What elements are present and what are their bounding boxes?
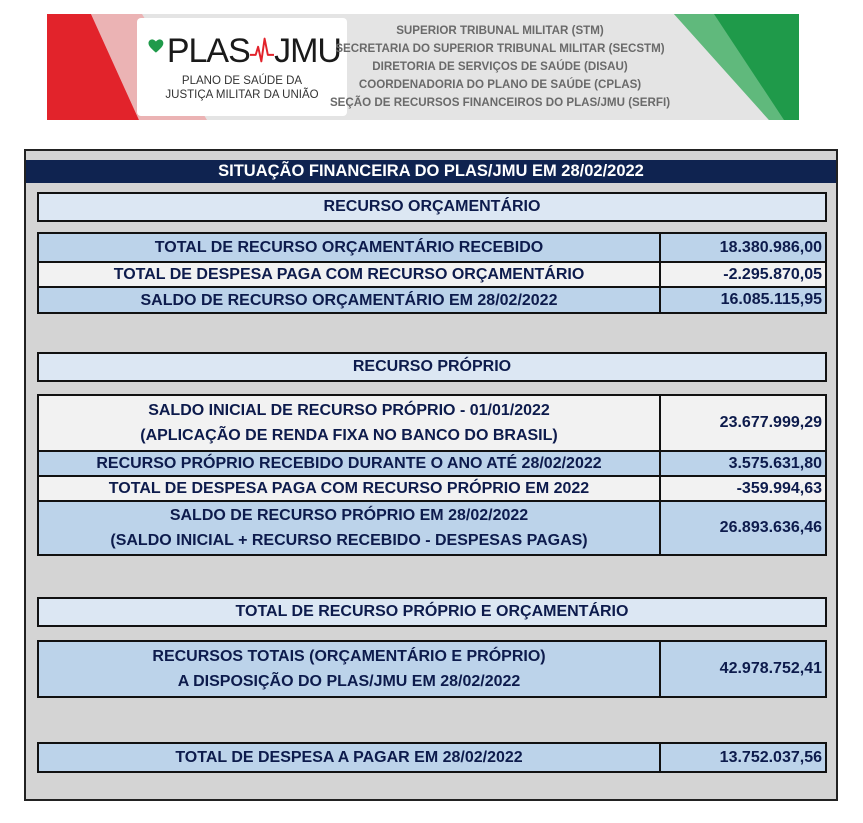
org-line: DIRETORIA DE SERVIÇOS DE SAÚDE (DISAU) xyxy=(372,60,628,73)
row-label: TOTAL DE DESPESA PAGA COM RECURSO PRÓPRIO EM 2022 xyxy=(39,477,659,500)
row-value: 13.752.037,56 xyxy=(659,744,825,771)
row-label xyxy=(39,396,659,450)
row-label xyxy=(39,502,659,554)
logo-wordmark: PLAS JMU xyxy=(147,24,341,68)
row-label xyxy=(39,642,659,696)
financial-report-panel xyxy=(24,149,838,801)
table-row xyxy=(39,286,825,312)
row-label: TOTAL DE DESPESA A PAGAR EM 28/02/2022 xyxy=(39,744,659,771)
table-row xyxy=(39,744,825,771)
total-table xyxy=(37,640,827,698)
org-line: SECRETARIA DO SUPERIOR TRIBUNAL MILITAR (SECSTM) xyxy=(335,42,665,55)
section-heading-total: TOTAL DE RECURSO PRÓPRIO E ORÇAMENTÁRIO xyxy=(37,597,827,627)
row-label-line-2: (APLICAÇÃO DE RENDA FIXA NO BANCO DO BRASIL) xyxy=(140,427,558,444)
row-label: TOTAL DE DESPESA PAGA COM RECURSO ORÇAMENTÁRIO xyxy=(39,263,659,286)
logo-subtitle-line-2: JUSTIÇA MILITAR DA UNIÃO xyxy=(165,89,319,101)
row-label-line-1: SALDO DE RECURSO PRÓPRIO EM 28/02/2022 xyxy=(169,507,529,524)
row-label-line-1: SALDO INICIAL DE RECURSO PRÓPRIO - 01/01/2022 xyxy=(148,402,550,419)
row-label-line-1: RECURSOS TOTAIS (ORÇAMENTÁRIO E PRÓPRIO) xyxy=(152,648,546,665)
table-row xyxy=(39,642,825,696)
table-row xyxy=(39,475,825,500)
table-row xyxy=(39,500,825,554)
row-value: -2.295.870,05 xyxy=(659,263,825,286)
heartbeat-pulse-icon xyxy=(250,32,274,68)
org-line: COORDENADORIA DO PLANO DE SAÚDE (CPLAS) xyxy=(358,78,642,91)
organization-hierarchy xyxy=(305,22,695,112)
row-label-line-2: (SALDO INICIAL + RECURSO RECEBIDO - DESPESAS PAGAS) xyxy=(110,532,588,549)
header-banner xyxy=(47,14,799,120)
row-value: 3.575.631,80 xyxy=(659,452,825,475)
table-row xyxy=(39,234,825,261)
row-label: SALDO DE RECURSO ORÇAMENTÁRIO EM 28/02/2022 xyxy=(39,288,659,312)
section-heading-orcamentario: RECURSO ORÇAMENTÁRIO xyxy=(37,192,827,222)
row-value: 18.380.986,00 xyxy=(659,234,825,261)
row-label: TOTAL DE RECURSO ORÇAMENTÁRIO RECEBIDO xyxy=(39,234,659,261)
org-line: SUPERIOR TRIBUNAL MILITAR (STM) xyxy=(396,24,604,37)
row-value: 16.085.115,95 xyxy=(659,288,825,312)
row-value: 42.978.752,41 xyxy=(659,642,825,696)
table-row xyxy=(39,261,825,286)
row-value: 23.677.999,29 xyxy=(659,396,825,450)
proprio-table xyxy=(37,394,827,556)
row-label-line-2: A DISPOSIÇÃO DO PLAS/JMU EM 28/02/2022 xyxy=(177,673,521,690)
despesa-a-pagar-table xyxy=(37,742,827,773)
row-value: -359.994,63 xyxy=(659,477,825,500)
logo-subtitle-line-1: PLANO DE SAÚDE DA xyxy=(181,75,303,87)
heart-icon xyxy=(147,35,165,57)
orcamentario-table xyxy=(37,232,827,314)
table-row xyxy=(39,396,825,450)
report-title: SITUAÇÃO FINANCEIRA DO PLAS/JMU EM 28/02/2022 xyxy=(26,160,836,183)
section-heading-proprio: RECURSO PRÓPRIO xyxy=(37,352,827,382)
row-value: 26.893.636,46 xyxy=(659,502,825,554)
table-row xyxy=(39,450,825,475)
row-label: RECURSO PRÓPRIO RECEBIDO DURANTE O ANO ATÉ 28/02/2022 xyxy=(39,452,659,475)
org-line: SEÇÃO DE RECURSOS FINANCEIROS DO PLAS/JMU (SERFI) xyxy=(329,96,671,109)
